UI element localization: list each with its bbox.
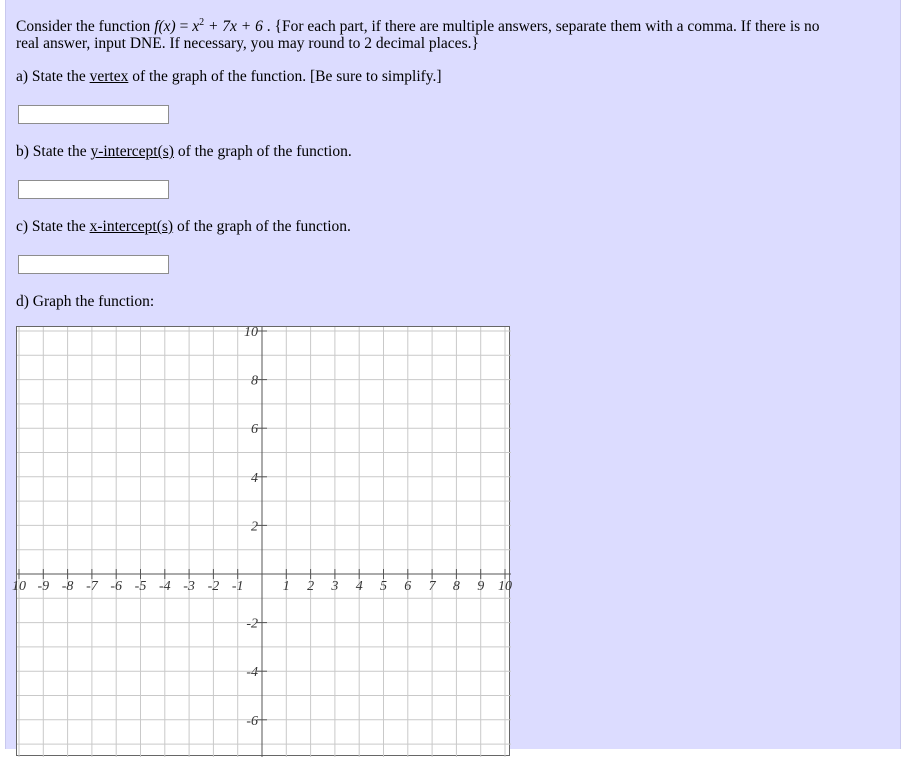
part-d-prompt: d) Graph the function:: [16, 293, 155, 310]
x-tick-label: -4: [158, 579, 171, 594]
x-tick-label: 3: [331, 579, 339, 594]
vertex-link[interactable]: vertex: [89, 68, 129, 85]
graph-svg[interactable]: [12, 325, 512, 757]
x-tick-label: 5: [380, 579, 387, 594]
part-c-prompt: [16, 216, 351, 237]
x-tick-label: 10: [498, 579, 512, 594]
x-tick-label: 6: [404, 579, 412, 594]
equals-sign: =: [175, 18, 193, 36]
part-a-prefix: a) State the: [16, 68, 90, 85]
x-tick-label: -2: [207, 579, 220, 594]
part-a-suffix: of the graph of the function. [Be sure to simplify.]: [128, 68, 442, 85]
x-tick-label: 7: [428, 579, 436, 594]
expression-exponent: 2: [199, 17, 205, 28]
y-tick-label: 4: [251, 470, 258, 486]
x-tick-label: -3: [183, 579, 195, 594]
x-tick-label: 2: [307, 579, 315, 594]
part-c-prefix: c) State the: [16, 218, 90, 235]
intro-tail: . {For each part, if there are multiple answers, separate them with a comma. If there is no: [262, 18, 820, 36]
question-intro-line2: real answer, input DNE. If necessary, you may round to 2 decimal places.}: [16, 35, 479, 52]
x-tick-label: -9: [37, 579, 50, 594]
x-tick-label: 1: [282, 579, 290, 594]
expression-x: x: [192, 18, 200, 36]
function-name: f: [154, 18, 159, 36]
y-tick-label: 2: [251, 519, 258, 535]
y-intercept-link[interactable]: y-intercept(s): [90, 143, 174, 160]
part-c-suffix: of the graph of the function.: [173, 218, 351, 235]
expression-rest: + 7x + 6: [204, 18, 263, 36]
x-tick-label: -8: [61, 579, 74, 594]
y-tick-label: -4: [246, 665, 258, 681]
y-tick-label: 6: [251, 422, 258, 438]
x-tick-label: 4: [355, 579, 363, 594]
x-tick-label: -5: [134, 579, 147, 594]
question-panel: [5, 0, 901, 749]
y-tick-label: 10: [244, 325, 258, 340]
x-tick-label: -7: [86, 579, 98, 594]
y-intercept-answer-input[interactable]: [18, 180, 169, 199]
part-b-prefix: b) State the: [16, 143, 91, 160]
x-tick-label: -6: [110, 579, 123, 594]
graph-canvas[interactable]: [12, 325, 512, 756]
x-tick-label: -1: [231, 579, 244, 594]
part-b-prompt: [16, 141, 352, 162]
y-tick-label: -2: [246, 616, 258, 632]
vertex-answer-input[interactable]: [18, 105, 169, 124]
part-a-prompt: [16, 66, 442, 87]
function-variable: (x): [158, 18, 176, 36]
y-tick-label: -6: [246, 713, 258, 729]
x-tick-label: 9: [477, 579, 485, 594]
x-intercept-link[interactable]: x-intercept(s): [89, 218, 174, 235]
part-b-suffix: of the graph of the function.: [173, 143, 352, 160]
x-tick-label: 8: [452, 579, 460, 594]
x-intercept-answer-input[interactable]: [18, 255, 169, 274]
intro-lead: Consider the function: [16, 18, 155, 36]
y-tick-label: 8: [251, 373, 258, 389]
x-tick-label: 10: [12, 579, 26, 594]
